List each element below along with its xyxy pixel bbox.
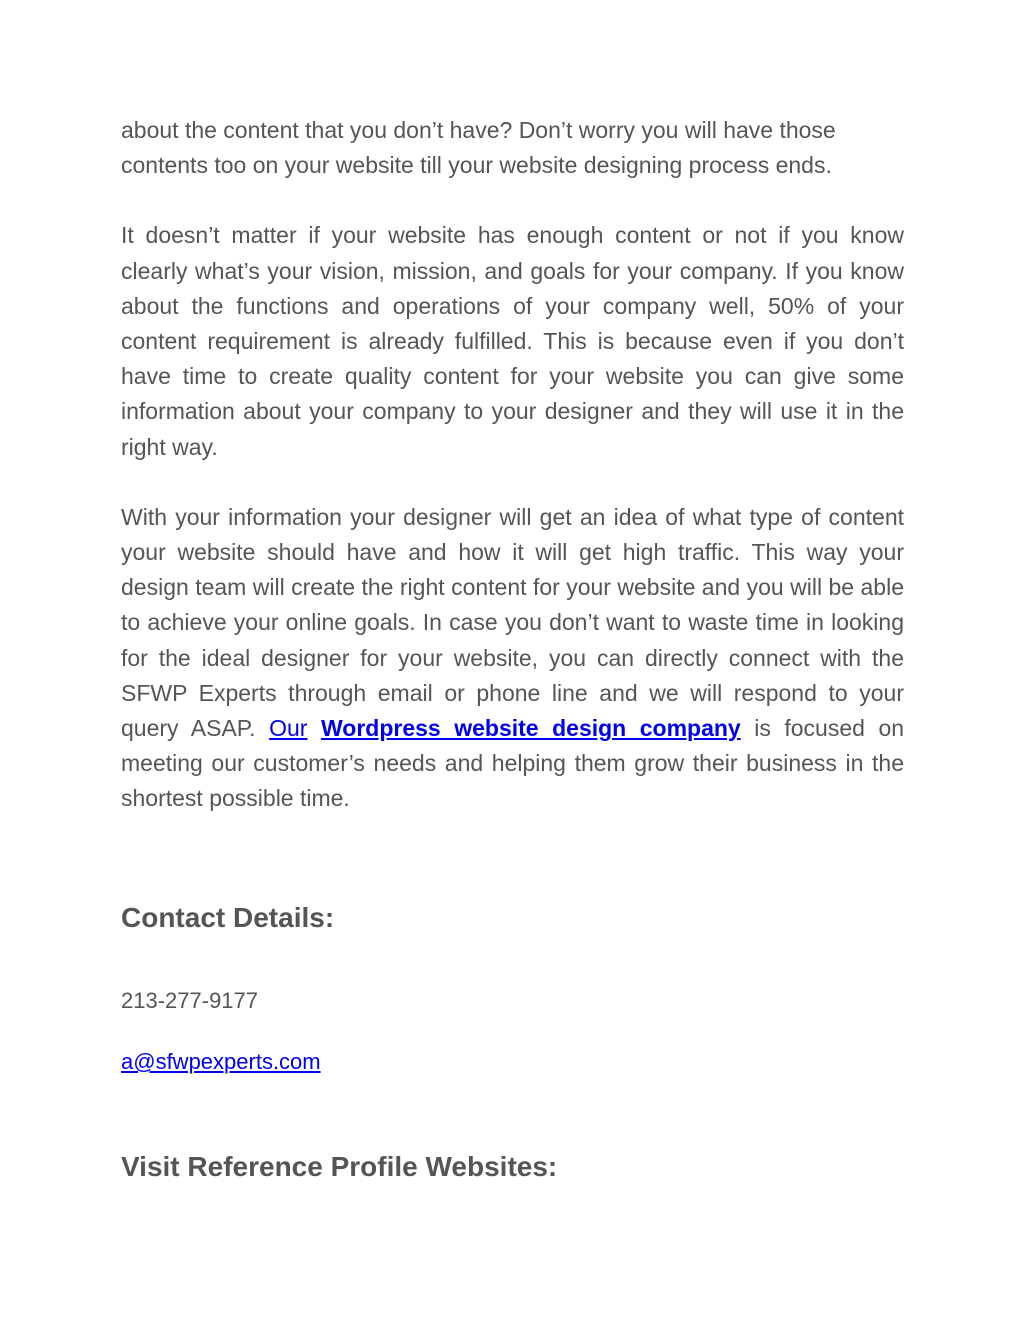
contact-details-heading: Contact Details:: [121, 902, 335, 933]
contact-email-link[interactable]: a@sfwpexperts.com: [121, 1049, 321, 1074]
reference-profiles-heading: Visit Reference Profile Websites:: [121, 1151, 558, 1182]
contact-email-line: [121, 1049, 321, 1075]
paragraph-designer-tail: is focused on meeting our customer’s needs and helping them grow their business in the shortest possible time.: [121, 715, 905, 812]
wordpress-design-company-link[interactable]: Wordpress website design company: [320, 715, 741, 742]
our-link[interactable]: Our: [269, 715, 308, 742]
contact-phone: 213-277-9177: [121, 988, 259, 1013]
paragraph-designer-info: [121, 500, 904, 817]
paragraph-designer-text: With your information your designer will get an idea of what type of content your website should have and how it will get high traffic. This way your design team will create the right content for your website and you will be able to achieve your online goals. In case you don’t want to waste time in looking for the ideal designer for your website, you can directly connect with the SFWP Experts through email or phone line and we will respond to your query ASAP.: [121, 503, 904, 742]
paragraph-content-availability: about the content that you don’t have? Don’t worry you will have those contents too on your website till your website designing process ends.: [121, 117, 836, 179]
document-page: [121, 113, 904, 817]
paragraph-content-requirement: It doesn’t matter if your website has enough content or not if you know clearly what’s your vision, mission, and goals for your company. If you know about the functions and operations of your company well, 50% of your content requirement is already fulfilled. This is because even if you don’t have time to create quality content for your website you can give some information about your company to your designer and they will use it in the right way.: [121, 222, 904, 460]
